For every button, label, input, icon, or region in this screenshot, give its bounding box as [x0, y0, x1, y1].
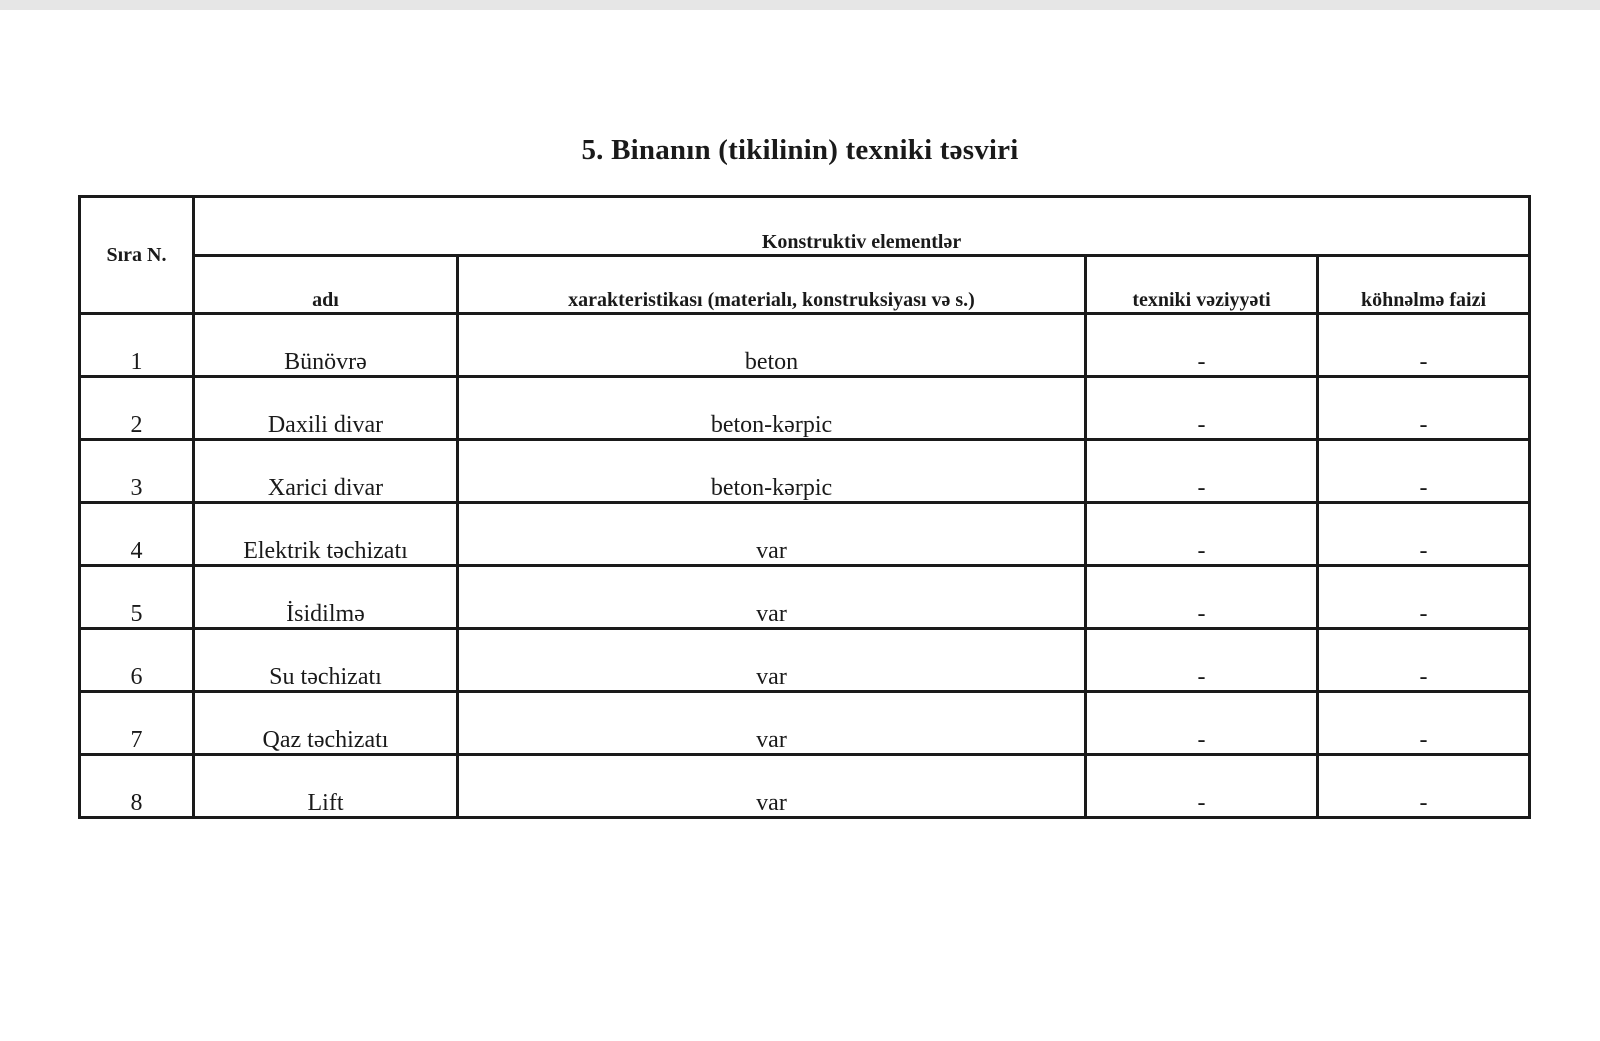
- cell-wear: -: [1318, 377, 1530, 440]
- cell-wear: -: [1318, 692, 1530, 755]
- cell-state: -: [1086, 377, 1318, 440]
- cell-name: Daxili divar: [194, 377, 458, 440]
- cell-state: -: [1086, 503, 1318, 566]
- cell-characteristic: var: [458, 503, 1086, 566]
- page-title: 5. Binanın (tikilinin) texniki təsviri: [581, 134, 1019, 166]
- header-adi: adı: [194, 255, 458, 314]
- cell-name: Su təchizatı: [194, 629, 458, 692]
- header-xarakteristikasi: xarakteristikası (materialı, konstruksiyası və s.): [458, 255, 1086, 314]
- cell-characteristic: var: [458, 755, 1086, 818]
- header-sira: Sıra N.: [80, 197, 194, 314]
- table-row: [80, 377, 1530, 440]
- header-group-konstruktiv: Konstruktiv elementlər: [194, 197, 1530, 256]
- cell-state: -: [1086, 692, 1318, 755]
- cell-characteristic: beton: [458, 314, 1086, 377]
- cell-name: Lift: [194, 755, 458, 818]
- cell-name: Xarici divar: [194, 440, 458, 503]
- cell-characteristic: var: [458, 566, 1086, 629]
- cell-characteristic: var: [458, 629, 1086, 692]
- cell-state: -: [1086, 314, 1318, 377]
- cell-state: -: [1086, 566, 1318, 629]
- table-row: [80, 440, 1530, 503]
- cell-wear: -: [1318, 503, 1530, 566]
- cell-state: -: [1086, 629, 1318, 692]
- cell-characteristic: beton-kərpic: [458, 440, 1086, 503]
- table-row: [80, 629, 1530, 692]
- cell-wear: -: [1318, 314, 1530, 377]
- table-row: [80, 692, 1530, 755]
- cell-characteristic: var: [458, 692, 1086, 755]
- table-row: [80, 314, 1530, 377]
- table-header-row: [80, 197, 1530, 256]
- cell-name: Elektrik təchizatı: [194, 503, 458, 566]
- cell-name: Qaz təchizatı: [194, 692, 458, 755]
- cell-wear: -: [1318, 440, 1530, 503]
- cell-number: 2: [80, 377, 194, 440]
- viewer-top-strip: [0, 0, 1600, 10]
- table-row: [80, 755, 1530, 818]
- cell-number: 1: [80, 314, 194, 377]
- cell-name: Bünövrə: [194, 314, 458, 377]
- table-row: [80, 503, 1530, 566]
- cell-state: -: [1086, 440, 1318, 503]
- cell-number: 3: [80, 440, 194, 503]
- cell-name: İsidilmə: [194, 566, 458, 629]
- table-row: [80, 566, 1530, 629]
- cell-wear: -: [1318, 566, 1530, 629]
- technical-description-table: [78, 195, 1531, 819]
- cell-characteristic: beton-kərpic: [458, 377, 1086, 440]
- cell-number: 6: [80, 629, 194, 692]
- header-kohnelme-faizi: köhnəlmə faizi: [1318, 255, 1530, 314]
- header-texniki-veziyyeti: texniki vəziyyəti: [1086, 255, 1318, 314]
- cell-number: 8: [80, 755, 194, 818]
- cell-wear: -: [1318, 755, 1530, 818]
- cell-number: 5: [80, 566, 194, 629]
- table-subheader-row: [80, 255, 1530, 314]
- cell-wear: -: [1318, 629, 1530, 692]
- cell-number: 4: [80, 503, 194, 566]
- cell-number: 7: [80, 692, 194, 755]
- cell-state: -: [1086, 755, 1318, 818]
